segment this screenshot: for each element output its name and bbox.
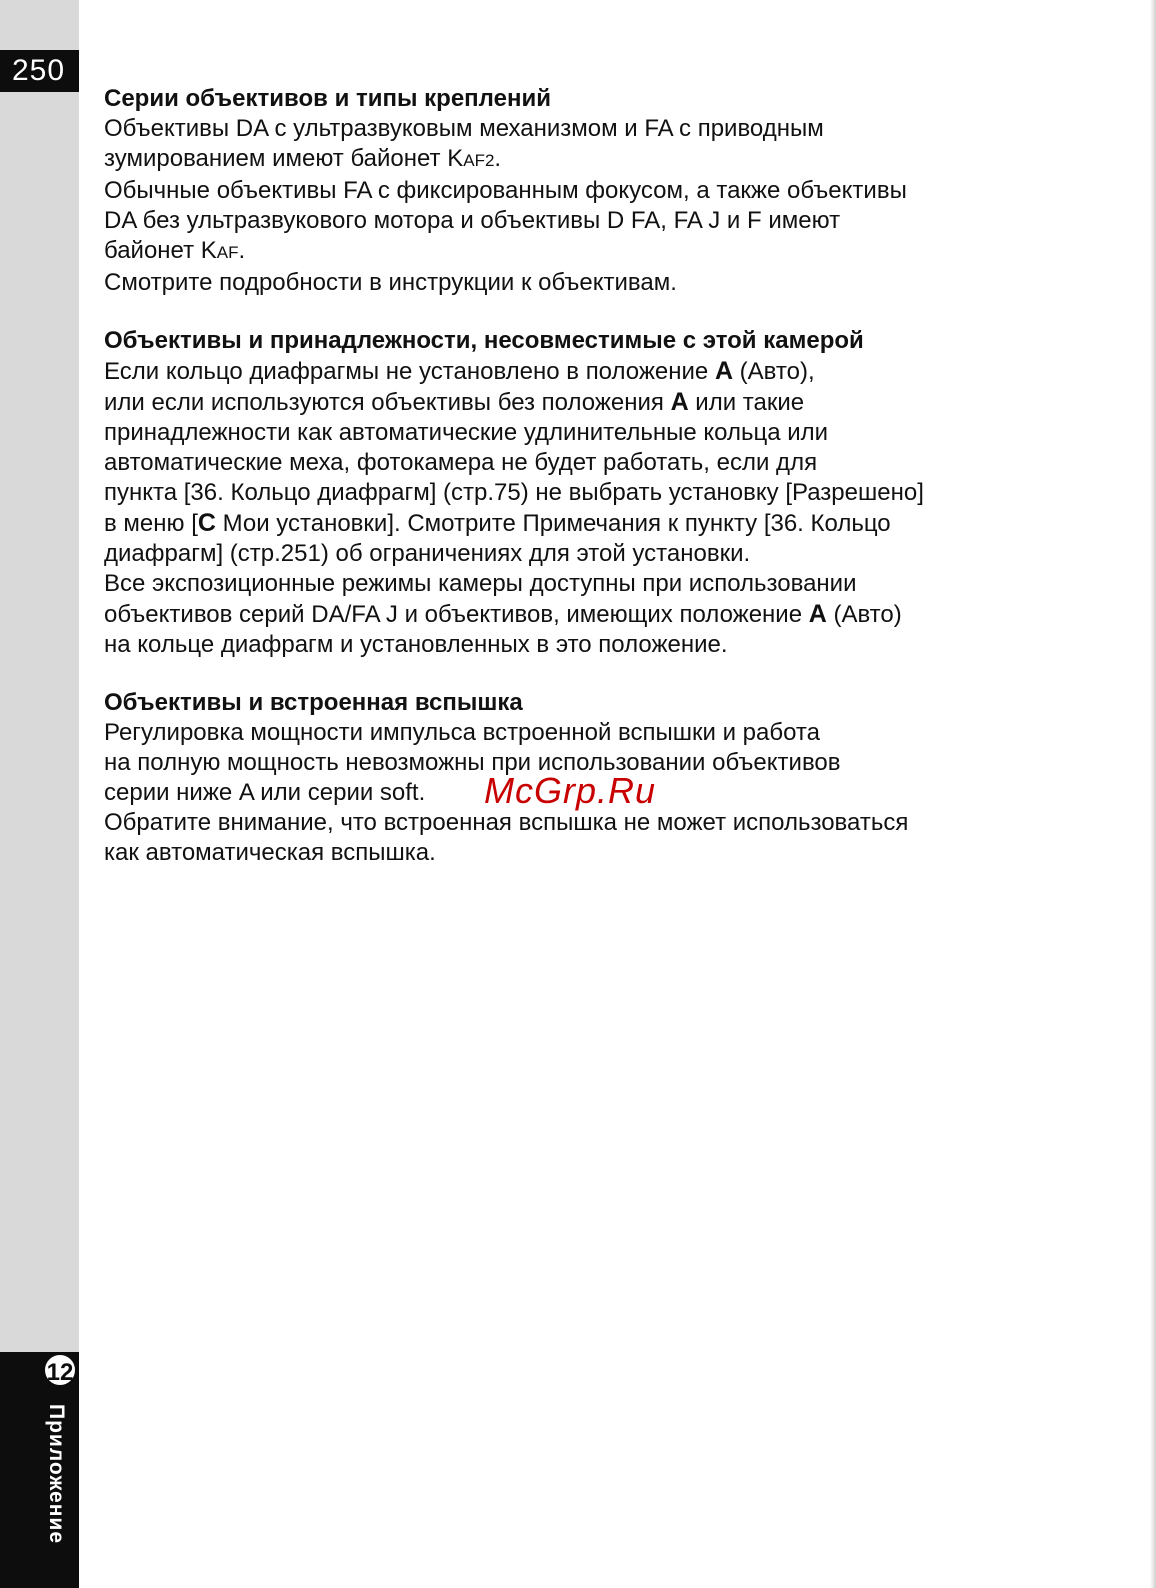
paragraph (104, 569, 1104, 660)
section (104, 84, 1104, 298)
paragraph (104, 268, 1104, 298)
text-line: Смотрите подробности в инструкции к объективам. (104, 269, 677, 296)
paragraph (104, 114, 1104, 176)
text-fragment: байонет K (104, 237, 217, 264)
text-fragment: или если используются объективы без положения (104, 389, 671, 416)
bold-symbol: A (714, 357, 733, 385)
text-line: принадлежности как автоматические удлинительные кольца или (104, 419, 829, 446)
text-line: пункта [36. Кольцо диафрагм] (стр.75) не выбрать установку [Разрешено] (104, 479, 924, 506)
text-line: Объективы DA с ультразвуковым механизмом и FA с приводным (104, 115, 824, 142)
section-title: Серии объективов и типы креплений (104, 85, 551, 112)
paragraph (104, 808, 1104, 868)
section (104, 326, 1104, 660)
text-fragment: или такие (688, 389, 805, 416)
text-line: на полную мощность невозможны при использовании объективов (104, 749, 841, 776)
text-fragment: Если кольцо диафрагмы не установлено в положение (104, 358, 715, 385)
small-caps-text: AF (216, 243, 239, 262)
page-number: 250 (0, 50, 79, 92)
text-fragment: объективов серий DA/FA J и объективов, имеющих положение (104, 601, 809, 628)
text-line (104, 508, 1104, 539)
small-caps-text: AF2 (463, 151, 495, 170)
text-line: диафрагм] (стр.251) об ограничениях для этой установки. (104, 540, 751, 567)
text-fragment: . (494, 145, 502, 172)
paragraph (104, 356, 1104, 569)
bold-symbol: C (197, 509, 216, 537)
text-line: автоматические меха, фотокамера не будет работать, если для (104, 449, 818, 476)
text-line: на кольце диафрагм и установленных в это положение. (104, 631, 728, 658)
left-margin-strip (0, 0, 79, 1588)
text-line: как автоматическая вспышка. (104, 839, 436, 866)
text-line: Обычные объективы FA с фиксированным фокусом, а также объективы (104, 177, 907, 204)
section-title: Объективы и принадлежности, несовместимые с этой камерой (104, 327, 864, 354)
text-line: Обратите внимание, что встроенная вспышка не может использоваться (104, 809, 909, 836)
bold-symbol: A (808, 600, 827, 628)
watermark-text: McGrp.Ru (484, 770, 657, 811)
text-line (104, 599, 1104, 630)
text-fragment: (Авто) (826, 601, 902, 628)
text-line: серии ниже A или серии soft. (104, 779, 426, 806)
text-fragment: . (238, 237, 246, 264)
page-edge-shadow (1150, 0, 1156, 1588)
section-title: Объективы и встроенная вспышка (104, 689, 523, 716)
chapter-label: Приложение (45, 1404, 68, 1545)
text-fragment: в меню [ (104, 510, 198, 537)
text-line (104, 356, 1104, 387)
paragraph (104, 176, 1104, 268)
text-fragment: (Авто), (733, 358, 815, 385)
text-fragment: зумированием имеют байонет K (104, 145, 464, 172)
chapter-number-badge: 12 (42, 1352, 78, 1388)
text-line (104, 387, 1104, 418)
text-line: Регулировка мощности импульса встроенной вспышки и работа (104, 719, 820, 746)
text-line (104, 236, 1104, 268)
text-fragment: Мои установки]. Смотрите Примечания к пункту [36. Кольцо (215, 510, 891, 537)
text-line (104, 144, 1104, 176)
text-line: Все экспозиционные режимы камеры доступны при использовании (104, 570, 857, 597)
bold-symbol: A (670, 388, 689, 416)
text-line: DA без ультразвукового мотора и объективы D FA, FA J и F имеют (104, 207, 841, 234)
